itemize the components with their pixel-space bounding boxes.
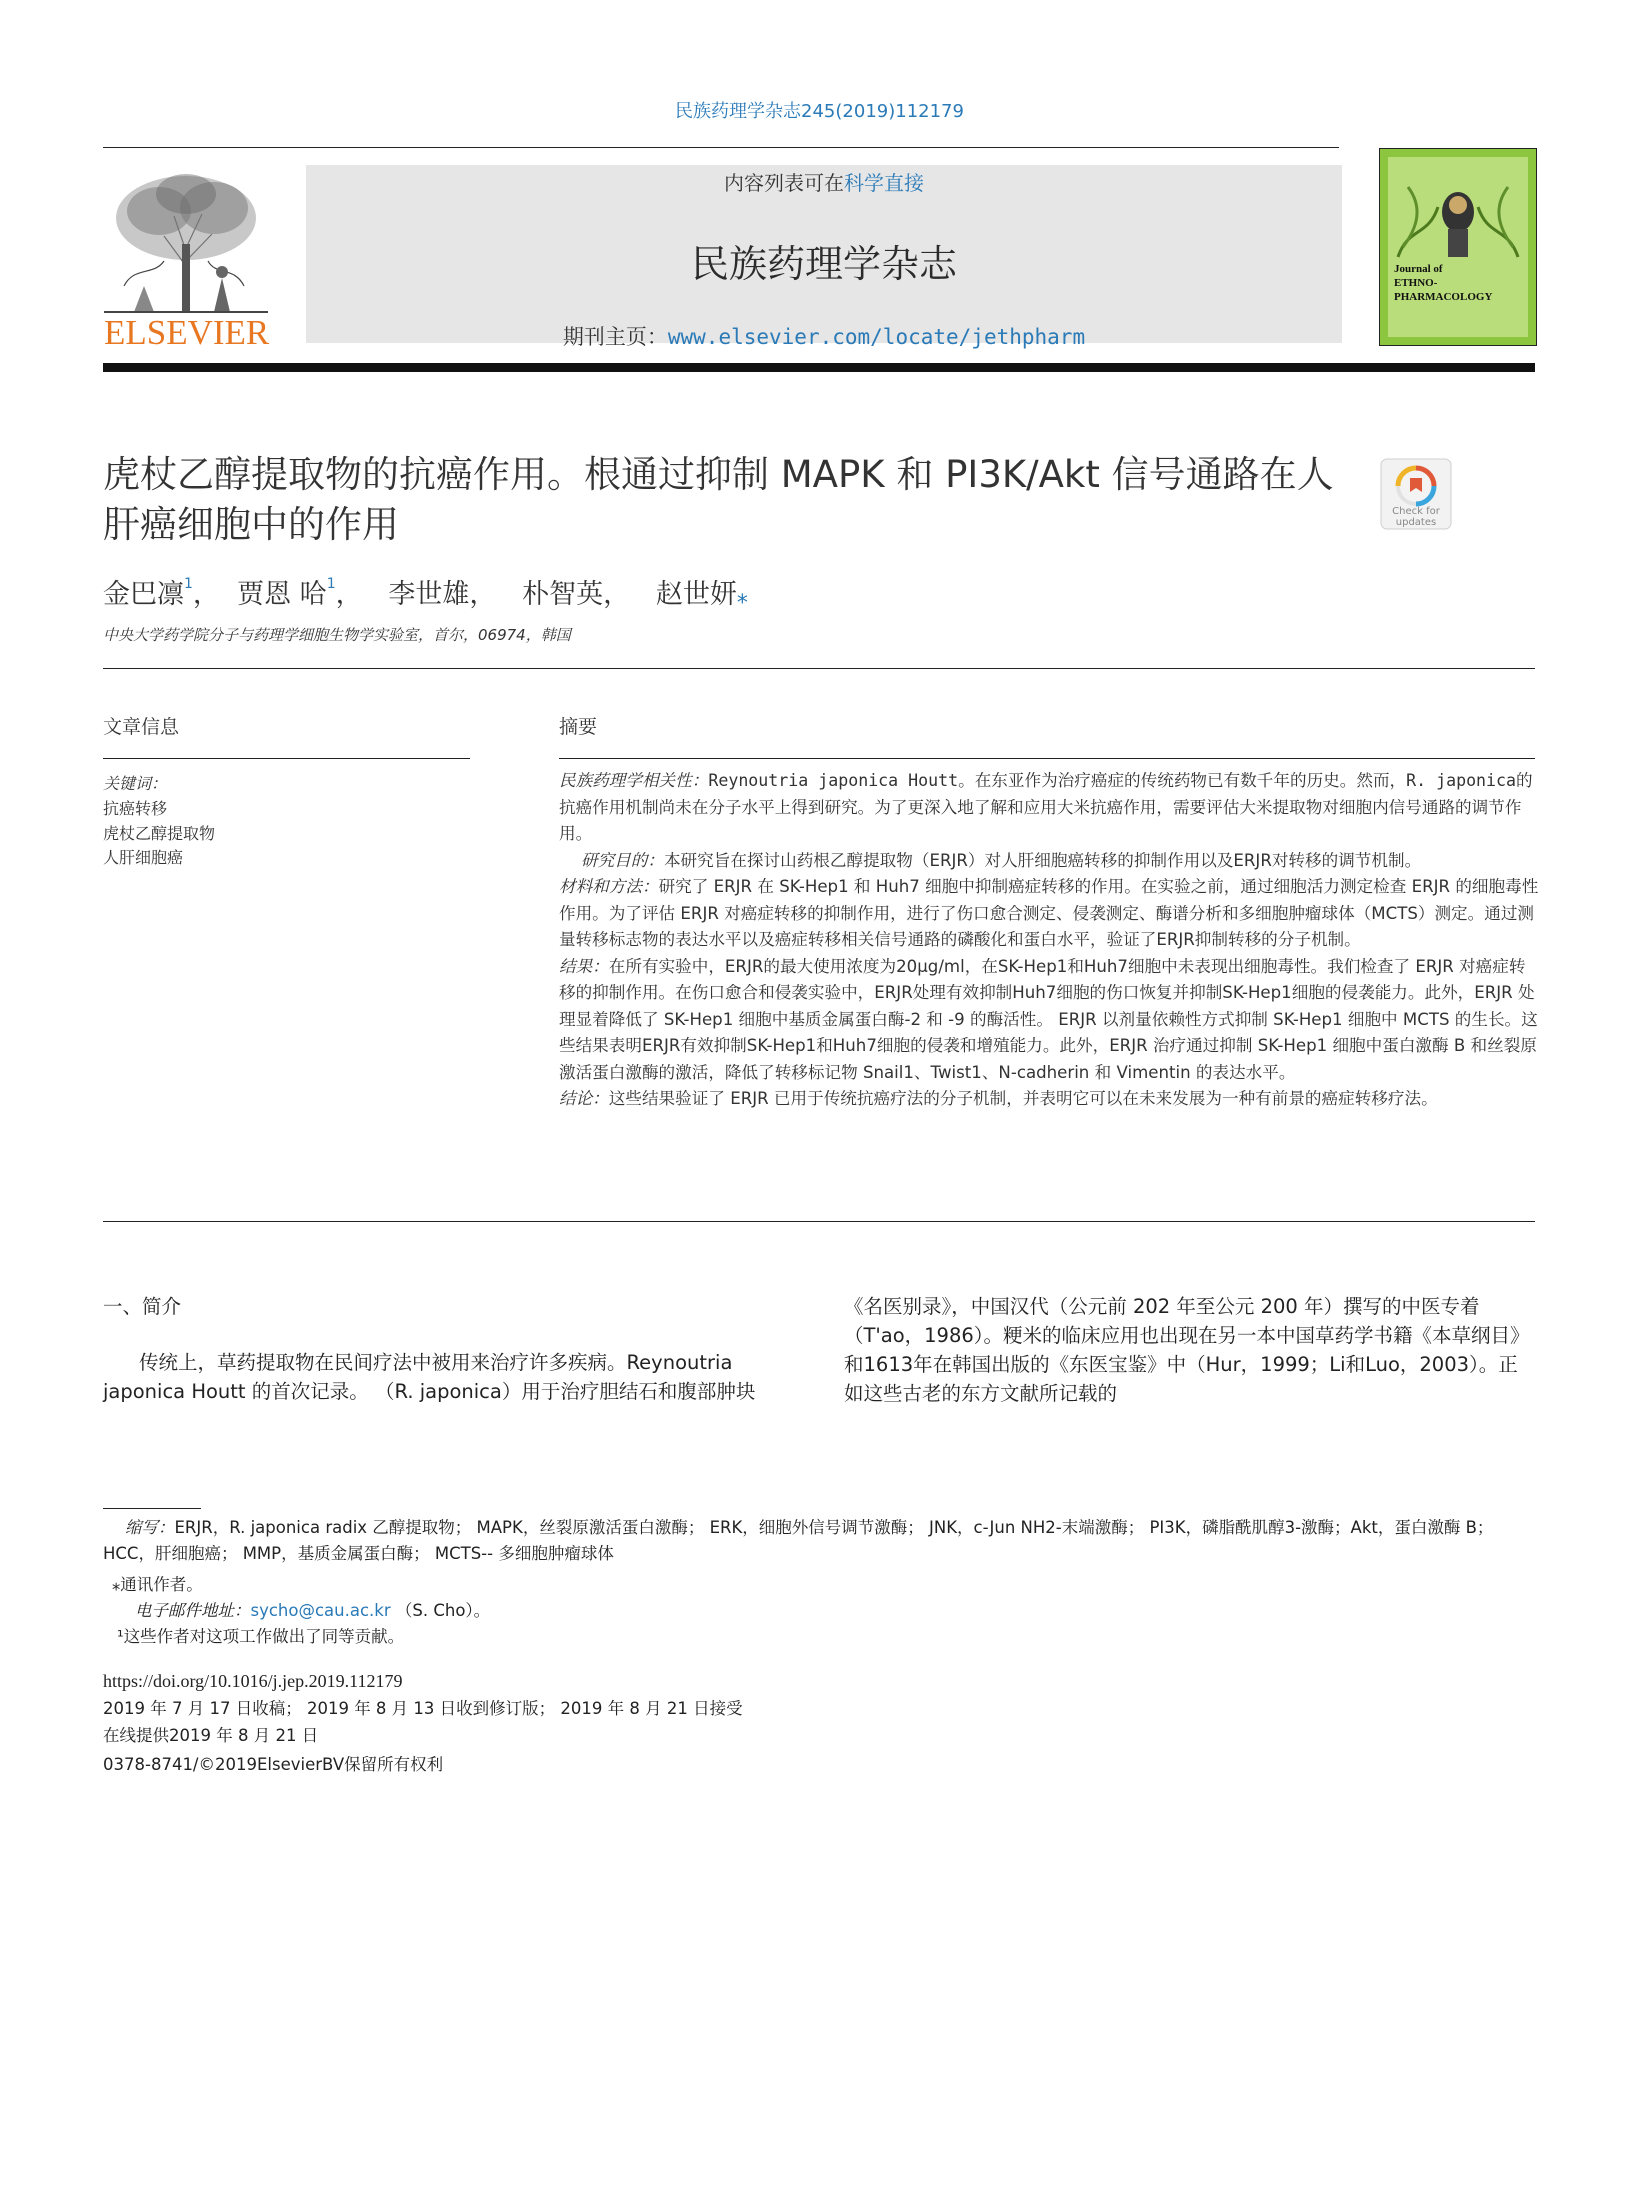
- methods-text: 研究了 ERJR 在 SK-Hep1 和 Huh7 细胞中抑制癌症转移的作用。在实验之前，通过细胞活力测定检查 ERJR 的细胞毒性作用。为了评估 ERJR 对癌症转移的抑制作用，进行了伤口愈合测定、侵袭测定、酶谱分析和多细胞肿瘤球体（MCTS）测定。通过测量转移标志物的表达水平以及癌症转移相关信号通路的磷酸化和蛋白水平，验证了ERJR抑制转移的分子机制。: [559, 877, 1539, 949]
- cover-title-2: ETHNO-: [1394, 277, 1438, 289]
- results-text: 在所有实验中，ERJR的最大使用浓度为20μg/ml，在SK-Hep1和Huh7细胞中未表现出细胞毒性。我们检查了 ERJR 对癌症转移的抑制作用。在伤口愈合和侵袭实验中，ERJR处理有效抑制Huh7细胞的伤口恢复并抑制SK-Hep1细胞的侵袭能力。此外，ERJR 处理显着降低了 SK-Hep1 细胞中基质金属蛋白酶-2 和 -9 的酶活性。 ERJR 以剂量依赖性方式抑制 SK-Hep1 细胞中 MCTS 的生长。这些结果表明ERJR有效抑制SK-Hep1和Huh7细胞的侵袭和增殖能力。此外，ERJR 治疗通过抑制 SK-Hep1 细胞中蛋白激酶 B 和丝裂原激活蛋白激酶的激活，降低了转移标记物 Snail1、Twist1、N-cadherin 和 Vimentin 的表达水平。: [559, 956, 1538, 1082]
- homepage-link[interactable]: www.elsevier.com/locate/jethpharm: [667, 325, 1086, 349]
- email-label: 电子邮件地址：: [135, 1601, 251, 1620]
- intro-heading: 一、简介: [103, 1295, 182, 1318]
- cover-title-3: PHARMACOLOGY: [1394, 291, 1493, 303]
- keyword-item: 人肝细胞癌: [103, 848, 184, 867]
- author-name[interactable]: 贾恩 哈: [237, 579, 327, 610]
- cover-artwork: [1388, 167, 1528, 267]
- author-separator: ，: [469, 579, 497, 610]
- corresponding-author-note: ⁎通讯作者。: [112, 1575, 203, 1594]
- author-name[interactable]: 赵世妍: [655, 579, 737, 610]
- author-separator: ，: [335, 579, 363, 610]
- info-top-rule: [103, 668, 1535, 669]
- abstract-rule: [559, 758, 1535, 759]
- email-author: （S. Cho）。: [395, 1601, 491, 1620]
- check-for-updates-badge[interactable]: [1380, 458, 1452, 530]
- article-info-heading: 文章信息: [103, 716, 180, 738]
- email-link[interactable]: sycho@cau.ac.kr: [250, 1601, 391, 1620]
- header-bottom-rule: [103, 363, 1535, 372]
- author-separator: ，: [603, 579, 631, 610]
- author-list: [103, 572, 748, 611]
- abstract-bottom-rule: [103, 1221, 1535, 1222]
- author-name[interactable]: 金巴凛: [103, 579, 184, 610]
- elsevier-wordmark: ELSEVIER: [104, 313, 270, 352]
- intro-left-paragraph: 传统上，草药提取物在民间疗法中被用来治疗许多疾病。Reynoutria japonica Houtt 的首次记录。 （R. japonica）用于治疗胆结石和腹部肿块: [103, 1351, 756, 1403]
- title-line-2: 肝癌细胞中的作用: [103, 503, 399, 546]
- aim-text: 本研究旨在探讨山药根乙醇提取物（ERJR）对人肝细胞癌转移的抑制作用以及ERJR对转移的调节机制。: [663, 850, 1422, 870]
- contents-prefix: 内容列表可在: [724, 171, 844, 195]
- abbreviations-footnote: [103, 1515, 1535, 1567]
- check-updates-line-2: updates: [1395, 517, 1437, 528]
- results-label: 结果：: [559, 956, 609, 976]
- footnote-rule: [103, 1508, 201, 1509]
- abstract-results: [559, 954, 1539, 1087]
- sciencedirect-link[interactable]: 科学直接: [844, 171, 924, 195]
- abstract-conclusions: [559, 1086, 1539, 1113]
- check-updates-line-1: Check for: [1392, 506, 1440, 517]
- author-name[interactable]: 李世雄: [388, 579, 470, 610]
- journal-name: 民族药理学杂志: [690, 242, 957, 286]
- elsevier-tree-logo: [104, 166, 268, 314]
- author-name[interactable]: 朴智英: [522, 579, 604, 610]
- relevance-label: 民族药理学相关性：: [559, 771, 709, 790]
- equal-contribution-note: ¹这些作者对这项工作做出了同等贡献。: [117, 1627, 405, 1646]
- corresponding-author-mark[interactable]: ⁎: [736, 584, 748, 609]
- journal-reference[interactable]: 民族药理学杂志245(2019)112179: [675, 101, 964, 122]
- online-date: 在线提供2019 年 8 月 21 日: [103, 1726, 319, 1745]
- article-title: [103, 450, 1373, 550]
- intro-right-paragraph: 《名医别录》，中国汉代（公元前 202 年至公元 200 年）撰写的中医专着（T'ao，1986）。粳米的临床应用也出现在另一本中国草药学书籍《本草纲目》和1613年在韩国出版的《东医宝鉴》中（Hur，1999；Li和Luo，2003）。正如这些古老的东方文献所记载的: [844, 1295, 1530, 1405]
- cover-title-1: Journal of: [1394, 263, 1443, 275]
- doi-link[interactable]: https://doi.org/10.1016/j.jep.2019.112179: [103, 1671, 403, 1691]
- abstract-body: [559, 768, 1539, 1113]
- author-footnote-mark[interactable]: 1: [326, 576, 336, 592]
- copyright-line: 0378-8741/©2019ElsevierBV保留所有权利: [103, 1755, 444, 1774]
- abstract-heading: 摘要: [559, 716, 598, 738]
- contents-line: [306, 167, 1342, 196]
- author-footnote-mark[interactable]: 1: [184, 576, 193, 592]
- journal-homepage: [306, 321, 1342, 351]
- keyword-item: 抗癌转移: [103, 799, 168, 818]
- homepage-label: 期刊主页：: [562, 325, 668, 349]
- affiliation: 中央大学药学院分子与药理学细胞生物学实验室，首尔，06974，韩国: [103, 626, 571, 644]
- abbreviations-label: 缩写：: [125, 1518, 175, 1537]
- keywords-label: 关键词：: [103, 774, 168, 793]
- relevance-text: Reynoutria japonica Houtt。在东亚作为治疗癌症的传统药物已有数千年的历史。然而，R. japonica的抗癌作用机制尚未在分子水平上得到研究。为了更深入地了解和应用大米抗癌作用，需要评估大米提取物对细胞内信号通路的调节作用。: [559, 771, 1533, 843]
- abstract-aim: [559, 848, 1539, 875]
- journal-cover[interactable]: [1379, 148, 1537, 346]
- author-separator: ，: [192, 579, 220, 610]
- header-top-rule: [103, 147, 1339, 148]
- cover-inner: [1388, 157, 1528, 337]
- conclusions-text: 这些结果验证了 ERJR 已用于传统抗癌疗法的分子机制，并表明它可以在未来发展为一种有前景的癌症转移疗法。: [608, 1089, 1438, 1108]
- received-dates: 2019 年 7 月 17 日收稿； 2019 年 8 月 13 日收到修订版； 2019 年 8 月 21 日接受: [103, 1699, 743, 1718]
- email-note: [135, 1598, 490, 1624]
- keyword-item: 虎杖乙醇提取物: [103, 824, 216, 843]
- abbreviations-text: ERJR，R. japonica radix 乙醇提取物； MAPK，丝裂原激活蛋白激酶； ERK，细胞外信号调节激酶； JNK，c-Jun NH2-末端激酶； PI3K，磷脂酰肌醇3-激酶；Akt，蛋白激酶 B； HCC，肝细胞癌； MMP，基质金属蛋白酶； MCTS-- 多细胞肿瘤球体: [103, 1518, 1494, 1563]
- methods-label: 材料和方法：: [559, 877, 659, 896]
- title-line-1: 虎杖乙醇提取物的抗癌作用。根通过抑制 MAPK 和 PI3K/Akt 信号通路在人: [103, 453, 1334, 496]
- conclusions-label: 结论：: [559, 1089, 609, 1108]
- article-info-rule: [103, 758, 470, 759]
- abstract-relevance: [559, 768, 1539, 848]
- abstract-methods: [559, 874, 1539, 954]
- aim-label: 研究目的：: [581, 850, 664, 870]
